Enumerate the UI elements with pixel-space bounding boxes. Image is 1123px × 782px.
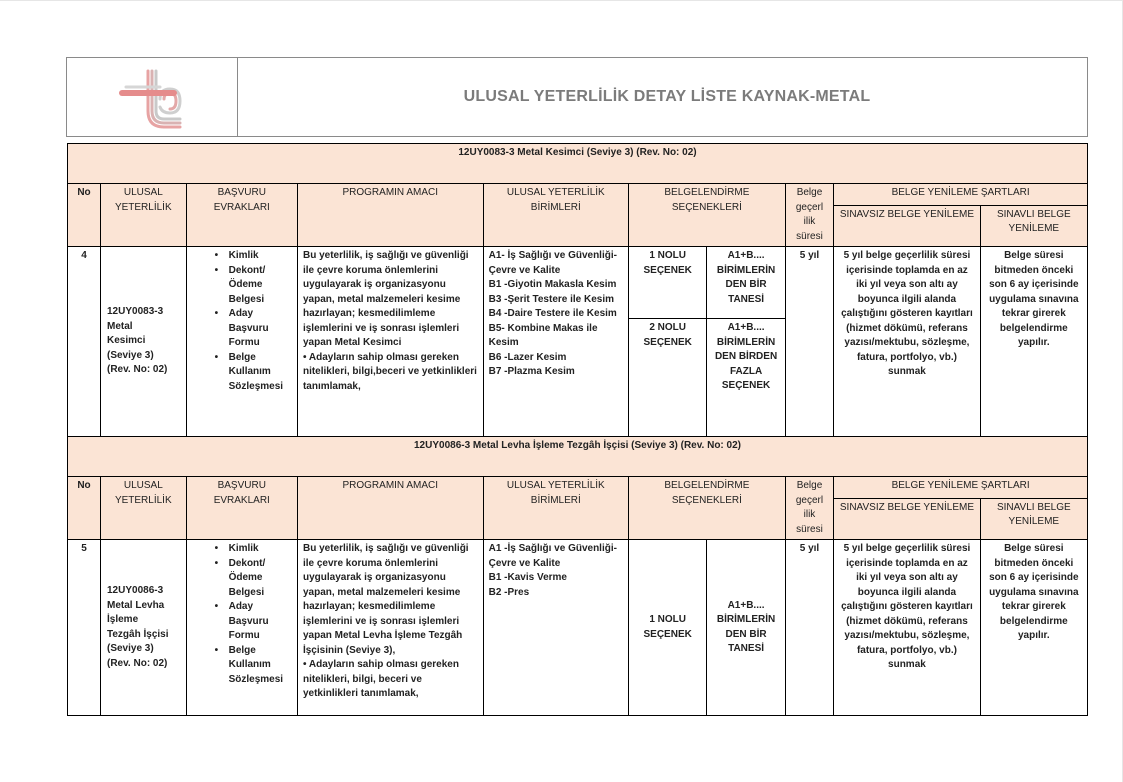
documents-cell [186,247,297,437]
qualification-line: Tezgâh İşçisi [107,628,169,640]
unit-item: B3 -Şerit Testere ile Kesim [488,293,615,305]
col-belge-gecerlilik: Belge geçerl ilik süresi [785,184,833,247]
purpose-text-2: • Adayların sahip olması gereken nitelikleri, bilgi,beceri ve yetkinlikleri tanımlamak, [302,351,477,392]
section-title: 12UY0086-3 Metal Levha İşleme Tezgâh İşçisi (Seviye 3) (Rev. No: 02) [68,437,1088,477]
col-sinavsiz: SINAVSIZ BELGE YENİLEME [834,205,980,246]
col-sinavli: SINAVLI BELGE YENİLEME [980,205,1087,246]
document-title: ULUSAL YETERLİLİK DETAY LİSTE KAYNAK-METAL [463,88,871,105]
qualification-code: 12UY0083-3 [107,306,164,318]
col-basvuru-evraklari: BAŞVURU EVRAKLARI [186,477,297,540]
qualification-code: 12UY0086-3 [107,585,164,596]
qualification-line: Metal [107,320,133,332]
unit-item: B2 -Pres [488,586,530,598]
section-title: 12UY0083-3 Metal Kesimci (Seviye 3) (Rev. No: 02) [68,144,1088,184]
qualification-line: Kesimci [107,335,146,347]
document-header [66,57,1088,137]
unit-item: A1 -İş Sağlığı ve Güvenliği- Çevre ve Kalite [488,543,617,569]
col-programin-amaci: PROGRAMIN AMACI [297,184,483,247]
purpose-text: Bu yeterlilik, iş sağlığı ve güvenliği ile çevre koruma önlemlerini uygulayarak iş organizasyonu yapan, metal malzemeleri kesime hazırlayan; kesmedilimleme işlemlerini ve iş sonrası işlemleri yapan Metal Kesimci [302,250,469,348]
qualification-cell [101,540,187,716]
row-no: 5 [68,540,101,716]
units-cell [483,247,628,437]
institution-logo [112,63,192,133]
col-sinavli: SINAVLI BELGE YENİLEME [980,498,1087,539]
title-cell [237,58,1087,136]
col-yeterlilik-birimleri: ULUSAL YETERLİLİK BİRİMLERİ [483,184,628,247]
document-item: • Dekont/ Ödeme Belgesi [215,264,292,308]
option-detail: A1+B.... BİRİMLERİN DEN BİRDEN FAZLA SEÇENEK [707,319,785,437]
document-item: • Kimlik [215,542,292,557]
col-no: No [68,184,101,247]
col-belgelendirme-secenekleri: BELGELENDİRME SEÇENEKLERİ [629,184,786,247]
col-programin-amaci: PROGRAMIN AMACI [297,477,483,540]
qualification-line: İşleme [107,614,139,625]
purpose-text-2: • Adayların sahip olması gereken nitelikleri, bilgi, beceri ve yetkinlikleri tanımlamak, [302,659,459,699]
validity-cell: 5 yıl [785,540,833,716]
renewal-with-exam: Belge süresi bitmeden önceki son 6 ay içerisinde uygulama sınavına tekrar girerek belgelendirme yapılır. [980,540,1087,716]
col-ulusal-yeterlilik: ULUSAL YETERLİLİK [101,477,187,540]
document-item: • Belge Kullanım Sözleşmesi [215,644,292,688]
documents-list [192,542,292,687]
col-basvuru-evraklari: BAŞVURU EVRAKLARI [186,184,297,247]
renewal-without-exam: 5 yıl belge geçerlilik süresi içerisinde toplamda en az iki yıl veya son altı ay boyunca ilgili alanda çalıştığını gösteren kayıtları (hizmet dökümü, referans yazısı/mektubu, sözleşme, fatura, portfolyo, vb.) sunmak [834,247,980,437]
unit-item: B6 -Lazer Kesim [488,351,567,363]
col-ulusal-yeterlilik: ULUSAL YETERLİLİK [101,184,187,247]
col-belge-gecerlilik: Belge geçerl ilik süresi [785,477,833,540]
document-item: • Aday Başvuru Formu [215,307,292,351]
renewal-without-exam: 5 yıl belge geçerlilik süresi içerisinde toplamda en az iki yıl veya son altı ay boyunca ilgili alanda çalıştığını gösteren kayıtları (hizmet dökümü, referans yazısı/mektubu, sözleşme, fatura, portfolyo, vb.) sunmak [834,540,980,716]
unit-item: B1 -Kavis Verme [488,572,567,583]
purpose-cell [297,540,483,716]
logo-cell [67,58,238,136]
document-item: • Belge Kullanım Sözleşmesi [215,351,292,395]
col-sinavsiz: SINAVSIZ BELGE YENİLEME [834,498,980,539]
qualification-cell [101,247,187,437]
row-no: 4 [68,247,101,437]
option-label: 2 NOLU SEÇENEK [629,319,707,437]
col-belge-yenileme: BELGE YENİLEME ŞARTLARI [834,184,1088,206]
qualification-line: (Rev. No: 02) [107,657,168,669]
purpose-cell [297,247,483,437]
documents-list [192,249,292,394]
validity-cell: 5 yıl [785,247,833,437]
qualification-line: Metal Levha [107,599,165,611]
document-item: • Aday Başvuru Formu [215,600,292,644]
col-belgelendirme-secenekleri: BELGELENDİRME SEÇENEKLERİ [629,477,786,540]
units-cell [483,540,628,716]
qualification-line: (Seviye 3) [107,643,154,654]
document-item: • Dekont/ Ödeme Belgesi [215,557,292,601]
option-label: 1 NOLU SEÇENEK [629,247,707,319]
col-belge-yenileme: BELGE YENİLEME ŞARTLARI [834,477,1088,499]
option-label: 1 NOLU SEÇENEK [629,540,707,716]
unit-item: B1 -Giyotin Makasla Kesim [488,279,617,290]
renewal-with-exam: Belge süresi bitmeden önceki son 6 ay içerisinde uygulama sınavına tekrar girerek belgelendirme yapılır. [980,247,1087,437]
unit-item: B5- Kombine Makas ile Kesim [488,322,598,348]
option-detail: A1+B.... BİRİMLERİN DEN BİR TANESİ [707,540,785,716]
option-detail: A1+B.... BİRİMLERİN DEN BİR TANESİ [707,247,785,319]
unit-item: B4 -Daire Testere ile Kesim [488,308,617,319]
qualification-table [67,143,1088,716]
unit-item: A1- İş Sağlığı ve Güvenliği- Çevre ve Kalite [488,250,617,276]
unit-item: B7 -Plazma Kesim [488,366,575,377]
documents-cell [186,540,297,716]
purpose-text: Bu yeterlilik, iş sağlığı ve güvenliği ile çevre koruma önlemlerini uygulayarak iş organizasyonu yapan, metal malzemeleri kesime hazırlayan; kesmedilimleme işlemlerini ve iş sonrası işlemleri yapan Metal Levha İşleme Tezgâh İşçisinin (Seviye 3), [302,543,469,656]
col-yeterlilik-birimleri: ULUSAL YETERLİLİK BİRİMLERİ [483,477,628,540]
document-item: • Kimlik [215,249,292,264]
col-no: No [68,477,101,540]
qualification-line: (Seviye 3) [107,349,154,361]
qualification-line: (Rev. No: 02) [107,364,168,376]
